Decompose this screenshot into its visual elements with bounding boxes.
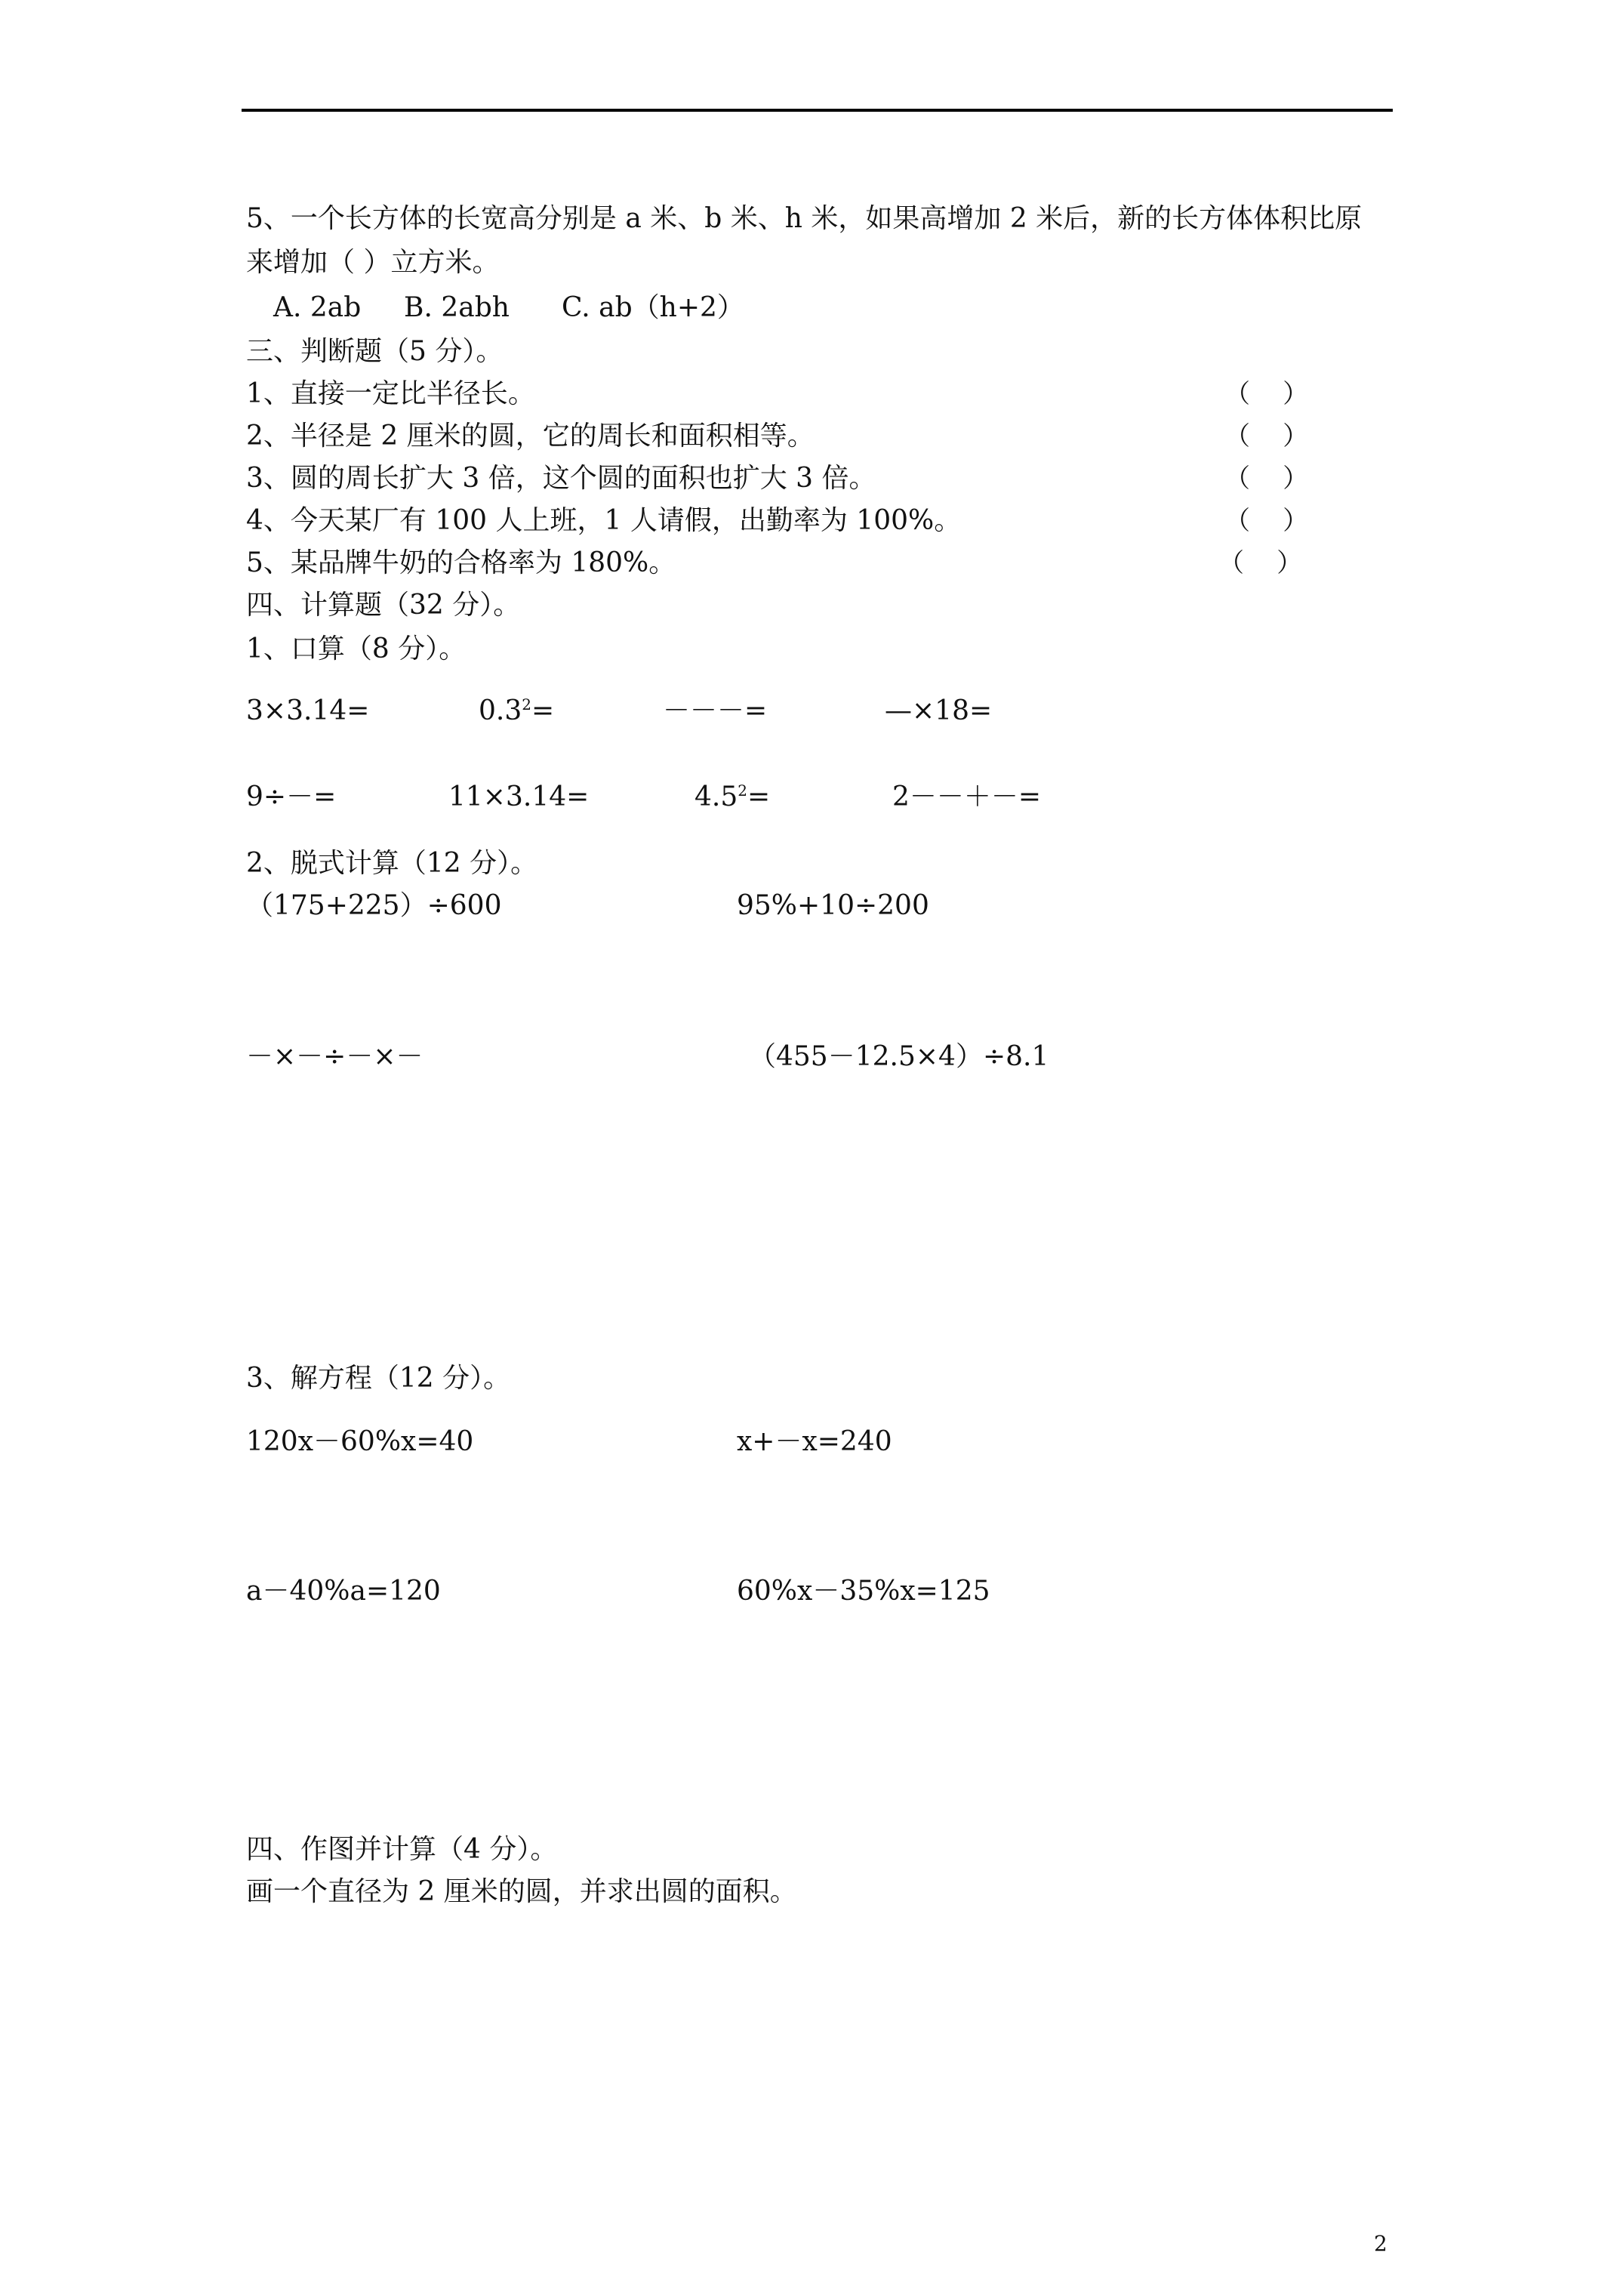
stepwise-calculation-title: 2、脱式计算（12 分）。	[246, 848, 538, 879]
oral-problem-1: 3×3.14=	[246, 695, 370, 726]
oral-problem-8: 2－－＋－=	[892, 781, 1042, 812]
stepwise-problem-3: －×－÷－×－	[246, 1041, 423, 1072]
drawing-instruction: 画一个直径为 2 厘米的圆，并求出圆的面积。	[246, 1876, 797, 1907]
calculation-section-title: 四、计算题（32 分）。	[246, 590, 521, 621]
oral-problem-7	[694, 781, 770, 814]
judgment-answer-1: （ ）	[1224, 379, 1309, 409]
judgment-item-2: 2、半径是 2 厘米的圆，它的周长和面积相等。	[246, 421, 815, 451]
judgment-answer-4: （ ）	[1224, 506, 1309, 536]
choice-question-5-line-2: 来增加（ ）立方米。	[246, 247, 500, 278]
page-number: 2	[1374, 2231, 1387, 2256]
oral-problem-2-equals: =	[531, 695, 555, 726]
equation-3: a－40%a=120	[246, 1576, 441, 1607]
judgment-answer-5: （ ）	[1218, 548, 1303, 578]
choice-option-c: C. ab（h+2）	[562, 292, 744, 323]
oral-problem-5: 9÷－=	[246, 781, 337, 812]
oral-problem-7-base: 4.5	[694, 781, 738, 812]
oral-problem-3: －－－=	[663, 695, 768, 726]
judgment-answer-2: （ ）	[1224, 421, 1309, 451]
equation-4: 60%x－35%x=125	[737, 1576, 990, 1607]
judgment-answer-3: （ ）	[1224, 464, 1309, 494]
choice-option-a: A. 2ab	[273, 292, 362, 323]
oral-problem-7-exponent: 2	[738, 781, 747, 800]
oral-problem-2	[479, 695, 554, 728]
choice-option-b: B. 2abh	[404, 292, 510, 323]
oral-problem-7-equals: =	[747, 781, 771, 812]
oral-problem-2-base: 0.3	[479, 695, 522, 726]
top-rule	[242, 109, 1393, 112]
judgment-item-3: 3、圆的周长扩大 3 倍，这个圆的面积也扩大 3 倍。	[246, 463, 876, 494]
oral-problem-6: 11×3.14=	[448, 781, 590, 812]
drawing-section-title: 四、作图并计算（4 分）。	[246, 1834, 558, 1865]
oral-problem-4: —×18=	[885, 695, 993, 726]
equations-title: 3、解方程（12 分）。	[246, 1363, 511, 1394]
judgment-section-title: 三、判断题（5 分）。	[246, 336, 504, 367]
stepwise-problem-2: 95%+10÷200	[737, 890, 929, 921]
oral-problem-2-exponent: 2	[522, 695, 531, 713]
stepwise-problem-4: （455－12.5×4）÷8.1	[749, 1041, 1049, 1072]
judgment-item-1: 1、直接一定比半径长。	[246, 378, 535, 409]
choice-question-5-line-1: 5、一个长方体的长宽高分别是 a 米、b 米、h 米，如果高增加 2 米后，新的长方体体积比原	[246, 203, 1363, 234]
equation-2: x+－x=240	[737, 1426, 892, 1457]
oral-calculation-title: 1、口算（8 分）。	[246, 633, 467, 664]
equation-1: 120x－60%x=40	[246, 1426, 474, 1457]
judgment-item-4: 4、今天某厂有 100 人上班，1 人请假，出勤率为 100%。	[246, 505, 962, 536]
stepwise-problem-1: （175+225）÷600	[246, 890, 502, 921]
judgment-item-5: 5、某品牌牛奶的合格率为 180%。	[246, 547, 676, 578]
